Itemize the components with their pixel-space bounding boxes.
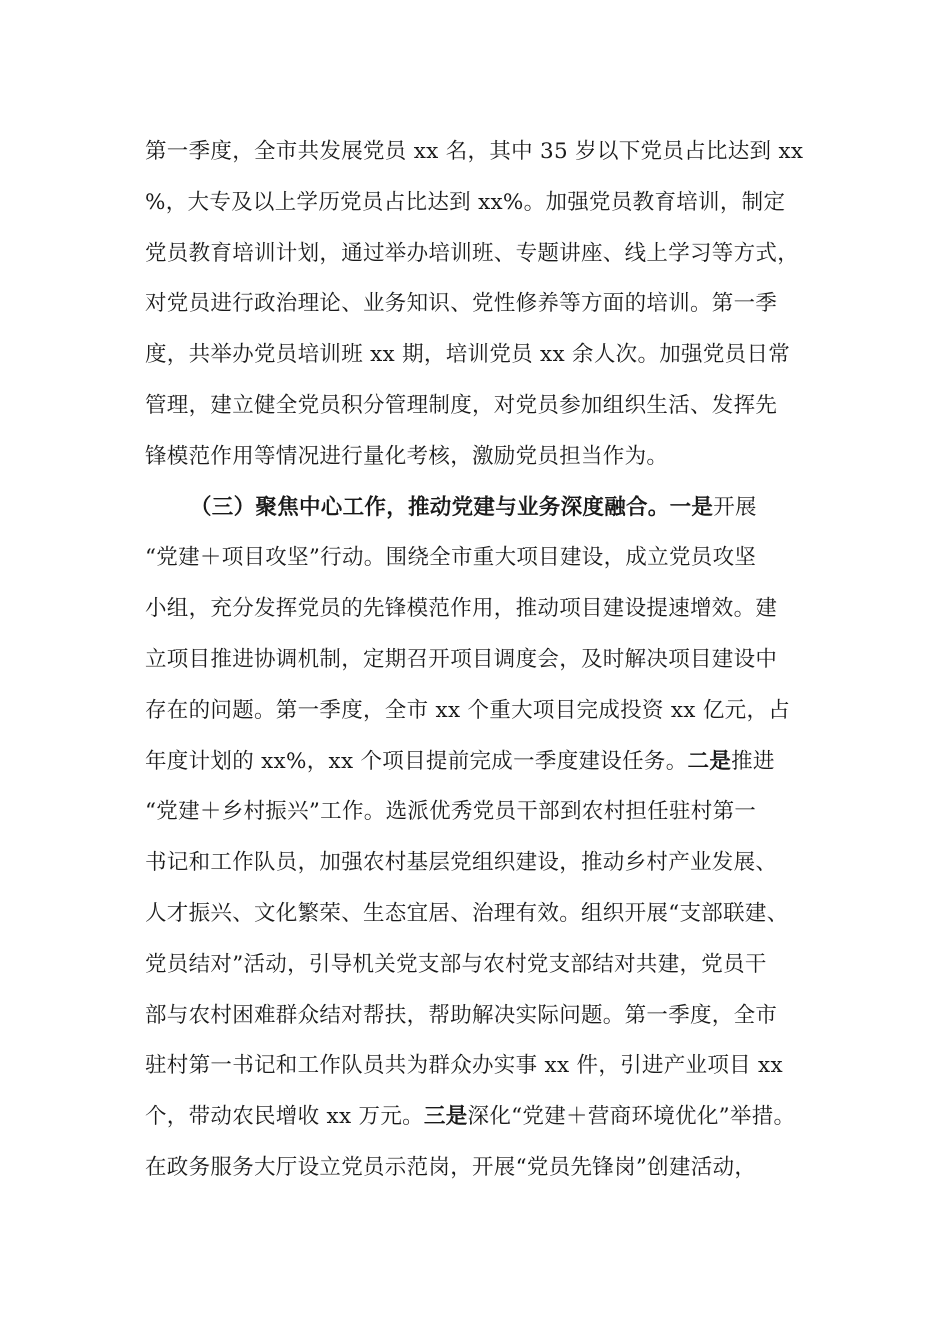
- text-segment: 存在的问题。第一季度，全市 xx 个重大项目完成投资 xx 亿元，占: [145, 697, 791, 723]
- text-line: [145, 589, 825, 629]
- text-line: [145, 640, 825, 680]
- text-segment: 部与农村困难群众结对帮扶，帮助解决实际问题。第一季度，全市: [145, 1002, 778, 1028]
- text-segment: %，大专及以上学历党员占比达到 xx%。加强党员教育培训，制定: [145, 189, 786, 215]
- text-line: [145, 386, 825, 426]
- text-line: [145, 894, 825, 934]
- text-segment: 深化“党建＋营商环境优化”举措。: [467, 1104, 796, 1130]
- text-line: [145, 437, 825, 477]
- text-segment: 党员教育培训计划，通过举办培训班、专题讲座、线上学习等方式，: [145, 240, 800, 266]
- text-segment: 个，带动农民增收 xx 万元。: [145, 1104, 424, 1130]
- bold-text-segment: 一是: [669, 494, 714, 520]
- text-line: [190, 488, 870, 528]
- text-line: [145, 1097, 825, 1137]
- text-segment: “党建＋项目攻坚”行动。围绕全市重大项目建设，成立党员攻坚: [145, 545, 757, 571]
- text-line: [145, 792, 825, 832]
- text-segment: 在政务服务大厅设立党员示范岗，开展“党员先锋岗”创建活动，: [145, 1155, 757, 1180]
- text-line: [145, 742, 825, 782]
- text-line: [145, 234, 825, 274]
- text-segment: 党员结对”活动，引导机关党支部与农村党支部结对共建，党员干: [145, 951, 767, 977]
- text-line: [145, 132, 825, 172]
- text-segment: 第一季度，全市共发展党员 xx 名，其中 35 岁以下党员占比达到 xx: [145, 139, 804, 164]
- text-segment: 小组，充分发挥党员的先锋模范作用，推动项目建设提速增效。建: [145, 596, 778, 622]
- bold-text-segment: 二是: [687, 748, 732, 774]
- text-segment: “党建＋乡村振兴”工作。选派优秀党员干部到农村担任驻村第一: [145, 799, 757, 825]
- text-line: [145, 284, 825, 324]
- bold-text-segment: 三是: [423, 1104, 468, 1130]
- text-line: [145, 335, 825, 375]
- bold-text-segment: （三）聚焦中心工作，推动党建与业务深度融合。: [190, 494, 670, 520]
- text-segment: 人才振兴、文化繁荣、生态宜居、治理有效。组织开展“支部联建、: [145, 901, 789, 926]
- text-line: [145, 538, 825, 578]
- text-line: [145, 183, 825, 223]
- text-line: [145, 691, 825, 731]
- text-line: [145, 1046, 825, 1086]
- text-segment: 管理，建立健全党员积分管理制度，对党员参加组织生活、发挥先: [145, 393, 778, 418]
- text-segment: 立项目推进协调机制，定期召开项目调度会，及时解决项目建设中: [145, 647, 778, 672]
- text-line: [145, 843, 825, 883]
- text-segment: 年度计划的 xx%，xx 个项目提前完成一季度建设任务。: [145, 748, 688, 774]
- text-segment: 开展: [713, 494, 757, 520]
- text-segment: 对党员进行政治理论、业务知识、党性修养等方面的培训。第一季: [145, 291, 778, 317]
- text-segment: 书记和工作队员，加强农村基层党组织建设，推动乡村产业发展、: [145, 850, 778, 876]
- text-segment: 锋模范作用等情况进行量化考核，激励党员担当作为。: [145, 443, 669, 469]
- text-segment: 驻村第一书记和工作队员共为群众办实事 xx 件，引进产业项目 xx: [145, 1053, 783, 1079]
- text-line: [145, 945, 825, 985]
- text-line: [145, 1148, 825, 1188]
- text-segment: 推进: [731, 748, 775, 774]
- text-line: [145, 996, 825, 1036]
- text-segment: 度，共举办党员培训班 xx 期，培训党员 xx 余人次。加强党员日常: [145, 342, 791, 368]
